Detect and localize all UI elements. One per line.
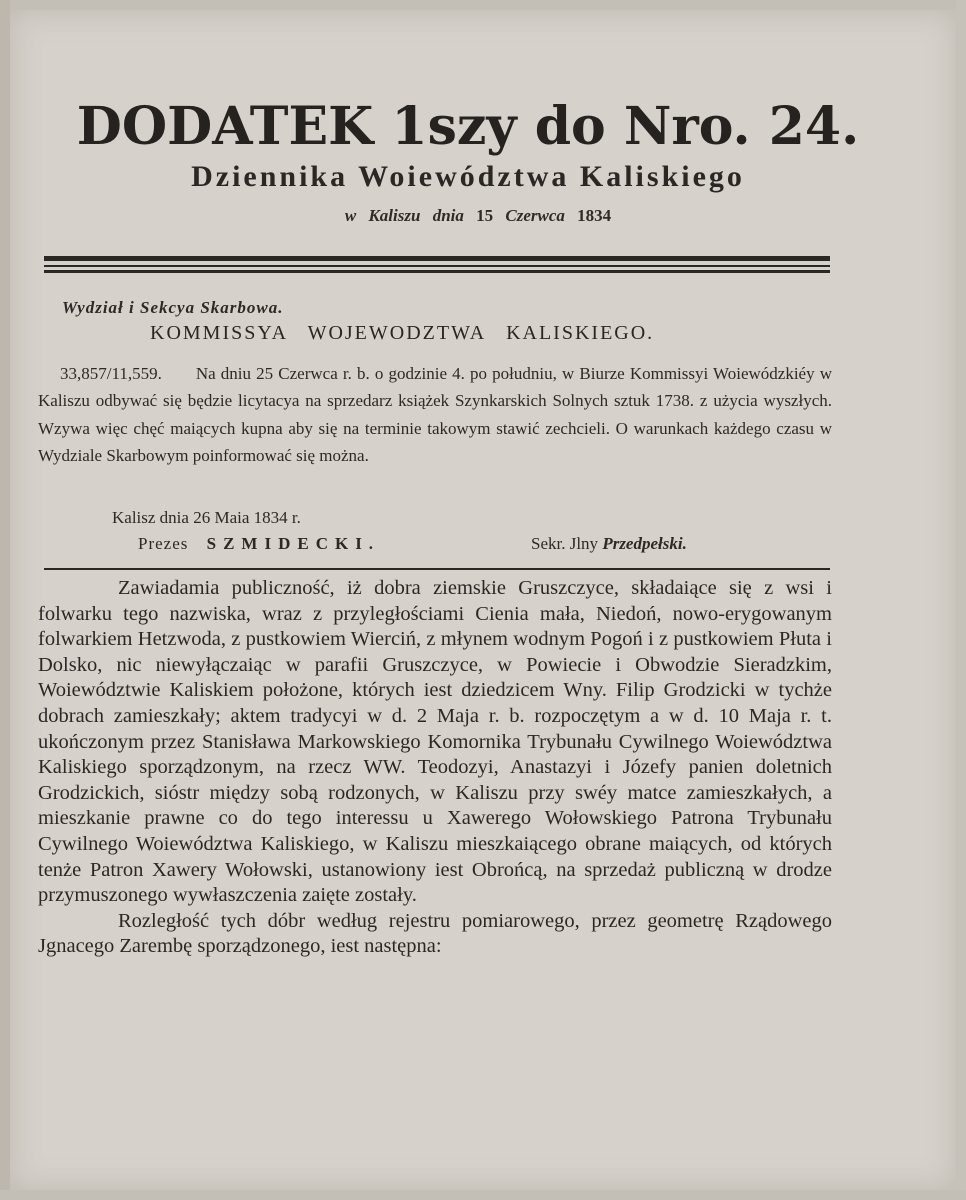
auction-notice (38, 360, 832, 470)
president-name: SZMIDECKI. (206, 534, 381, 553)
dateline-month: Czerwca (505, 206, 565, 225)
dateline-place: w Kaliszu (344, 206, 421, 225)
president-title: Prezes (138, 534, 189, 553)
notice-text: Na dniu 25 Czerwca r. b. o godzinie 4. po południu, w Biurze Kommissyi Woiewódzkiéy w Kaliszu odbywać się będzie licytacya na sprzedarz książek Szynkarskich Solnych sztuk 1738. z użycia wyszłych. Wzywa więc chęć maiących kupna aby się na terminie takowym stawić zechcieli. O warunkach każdego czasu w Wydziale Skarbowym poinformować się można. (38, 364, 832, 466)
dateline-day: 15 (476, 206, 494, 225)
dateline-year: 1834 (577, 206, 612, 225)
institution-heading: KOMMISSYA WOJEWODZTWA KALISKIEGO. (150, 322, 655, 344)
secretary-name: Przedpełski. (602, 534, 687, 553)
notice-date: Kalisz dnia 26 Maia 1834 r. (112, 508, 301, 527)
masthead-rule-thin (44, 265, 830, 267)
dateline-dnia: dnia (432, 206, 464, 225)
page-title: DODATEK 1szy do Nro. 24. (76, 96, 860, 157)
paragraph-2: Rozległość tych dóbr według rejestru pomiarowego, przez geometrę Rządowego Jgnacego Zarembę sporządzonego, iest następna: (38, 909, 832, 958)
masthead-rule-lower (44, 270, 830, 273)
page-edge-top (0, 0, 966, 10)
department-heading: Wydział i Sekcya Skarbowa. (62, 298, 284, 317)
signature-line (138, 534, 778, 554)
paragraph-1: Zawiadamia publiczność, iż dobra ziemskie Gruszczyce, składaiące się z wsi i folwarku tego nazwiska, wraz z przyległościami Cienia mała, Niedoń, nowo-erygowanym folwarkiem Hetzwoda, z pustkowiem Wierciń, z młynem wodnym Pogoń i z pustkowiem Płuta i Dolsko, nic niewyłączaiąc w parafii Gruszczyce, w Powiecie i Obwodzie Sieradzkim, Woiewództwie Kaliskiem położone, których iest dziedzicem Wny. Filip Grodzicki w tychże dobrach zamieszkały; aktem tradycyi w d. 2 Maja r. b. rozpoczętym a w d. 10 Maja r. t. ukończonym przez Stanisława Markowskiego Komornika Trybunału Cywilnego Woiewództwa Kaliskiego sporządzonym, na rzecz WW. Teodozyi, Anastazyi i Józefy panien doletnich Grodzickich, sióstr między sobą rodzonych, w Kaliszu przy swéy matce zamieszkałych, a mieszkanie prawne co do tego interessu u Xawerego Wołowskiego Patrona Trybunału Cywilnego Woiewództwa Kaliskiego, w Kaliszu mieszkaiącego obrane maiących, od których tenże Patron Xawery Wołowski, ustanowiony iest Obrońcą, na sprzedaż publiczną w drodze przymuszonego wywłaszczenia zaięte zostały. (38, 577, 832, 907)
notice-reference: 33,857/11,559. (60, 364, 162, 383)
masthead (0, 95, 966, 229)
estate-sale-notice (38, 576, 832, 960)
section-divider (44, 568, 830, 570)
page-edge-bottom (0, 1190, 966, 1200)
dateline (0, 203, 966, 229)
secretary (531, 534, 687, 554)
secretary-title: Sekr. Jlny (531, 534, 599, 553)
masthead-rule-thick (44, 256, 830, 261)
journal-subtitle: Dziennika Woiewództwa Kaliskiego (191, 160, 745, 193)
